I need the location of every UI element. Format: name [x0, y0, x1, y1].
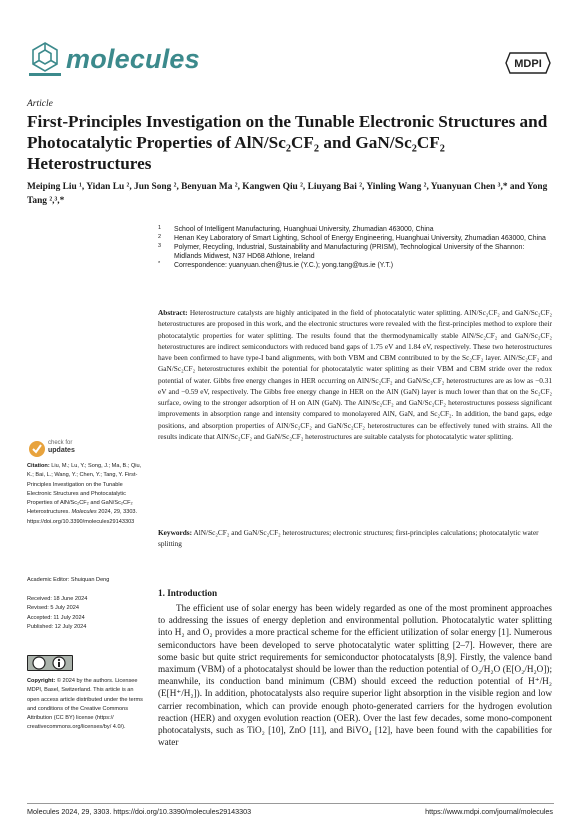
- check-for-updates-button[interactable]: [28, 438, 96, 462]
- date-revised: Revised: 5 July 2024: [27, 605, 79, 612]
- article-title: First-Principles Investigation on the Tunable Electronic Structures and Photocatalytic Properties of AlN/Sc₂CF₂ and GaN/Sc₂CF₂ Heterostructures: [27, 112, 548, 173]
- citation-block: [27, 462, 143, 527]
- academic-editor: Academic Editor: Shuiquan Deng: [27, 577, 110, 583]
- journal-name[interactable]: molecules: [66, 44, 200, 74]
- introduction-paragraph: The efficient use of solar energy has been widely regarded as one of the most prominent approaches to addressing the issues of energy depletion and environmental pollution. Photocatalytic water splitting into H₂ and O₂ provides a more practical scheme for the efficient utilization of solar energy [1]. Numerous semiconductors have been developed to serve photocatalytic water splitting [2–7]. However, there are some basic but quite strict requirements for semiconductor photocatalysts [8,9]. Firstly, the valence band maximum (VBM) of a photocatalyst should be lower than the reduction potential of O₂/H₂O (E[O₂/H₂O]); meanwhile, its conduction band minimum (CBM) should exceed the reduction potential of H⁺/H₂ (E[H⁺/H₂]). In addition, photocatalysts also require superior light absorption in the visible region and low carrier recombination, which can provide enough photo-generated carriers for the hydrogen evolution reaction (HER) and oxygen evolution reaction (OER). Over the last few decades, some mono-component photocatalysts, such as TiO₂ [10], ZnO [11], and BiVO₄ [12], have been found with the capabilities for water: [158, 603, 552, 748]
- copyright-text: © 2024 by the authors. Licensee MDPI, Basel, Switzerland. This article is an open access article distributed under the terms and conditions of the Creative Commons Attribution (CC BY) license (https:// creativecommons.org/licenses/by/ 4.0/).: [27, 678, 143, 731]
- cc-by-license-icon[interactable]: [27, 655, 73, 671]
- citation-year-volume: 2024, 29, 3303.: [98, 509, 138, 516]
- footer-divider: [27, 803, 554, 804]
- affiliation-number: 2: [158, 233, 162, 240]
- affiliation-number: 3: [158, 242, 162, 249]
- keywords-text: AlN/Sc₂CF₂ and GaN/Sc₂CF₂ heterostructures; electronic structures; first-principles calculations; photocatalytic water splitting: [158, 528, 539, 549]
- abstract: [158, 307, 552, 442]
- check-updates-line2: updates: [48, 447, 75, 454]
- date-accepted: Accepted: 11 July 2024: [27, 614, 85, 621]
- correspondence-text[interactable]: Correspondence: yuanyuan.chen@tus.ie (Y.C.); yong.tang@tus.ie (Y.T.): [174, 261, 394, 269]
- footer-journal-url[interactable]: https://www.mdpi.com/journal/molecules: [425, 807, 553, 816]
- affiliation-item: [158, 244, 553, 262]
- date-published: Published: 12 July 2024: [27, 623, 87, 630]
- check-updates-icon: [28, 438, 46, 460]
- journal-logo-icon: [27, 40, 63, 78]
- copyright-label: Copyright:: [27, 678, 56, 684]
- keywords-label: Keywords:: [158, 528, 193, 537]
- abstract-label: Abstract:: [158, 308, 188, 317]
- citation-doi-link[interactable]: https://doi.org/10.3390/molecules29143303: [27, 518, 135, 525]
- check-updates-line1: check for: [48, 440, 73, 446]
- citation-text: Liu, M.; Lu, Y.; Song, J.; Ma, B.; Qiu, K.; Bai, L.; Wang, Y.; Chen, Y.; Tang, Y. First-Principles Investigation on the Tunable Electronic Structures and Photocatalytic Properties of AlN/Sc₂CF₂ and GaN/Sc₂CF₂ Heterostructures.: [27, 463, 142, 516]
- affiliation-item: [158, 235, 553, 244]
- keywords: [158, 527, 552, 550]
- introduction-body: [158, 602, 552, 748]
- correspondence-item: [158, 262, 553, 271]
- mdpi-logo-icon[interactable]: [504, 49, 552, 77]
- mdpi-logo-text: MDPI: [514, 58, 542, 70]
- publication-dates: [27, 595, 143, 632]
- section-heading-introduction: 1. Introduction: [158, 588, 218, 598]
- author-list[interactable]: Meiping Liu ¹, Yidan Lu ², Jun Song ², Benyuan Ma ², Kangwen Qiu ², Liuyang Bai ², Yinling Wang ², Yuanyuan Chen ³,* and Yong Tang ²,³,*: [27, 182, 548, 206]
- copyright-notice: [27, 677, 143, 733]
- article-type: Article: [27, 99, 53, 109]
- affiliation-number: 1: [158, 225, 162, 231]
- affiliation-text: Henan Key Laboratory of Smart Lighting, School of Energy Engineering, Huanghuai University, Zhumadian 463000, China: [174, 234, 546, 242]
- affiliation-text: School of Intelligent Manufacturing, Huanghuai University, Zhumadian 463000, China: [174, 226, 434, 233]
- affiliation-text: Polymer, Recycling, Industrial, Sustainability and Manufacturing (PRISM), Technological University of the Shannon: Midlands Midwest, N37 HD68 Athlone, Ireland: [174, 243, 525, 260]
- abstract-text: Heterostructure catalysts are highly anticipated in the field of photocatalytic water splitting. AlN/Sc₂CF₂ and GaN/Sc₂CF₂ heterostructures are proposed in this work, and the electronic structures were revealed with the first-principles method to explore their photocatalytic properties for water splitting. The results found that the thermodynamically stable AlN/Sc₂CF₂ and GaN/Sc₂CF₂ heterostructures are indirect semiconductors with reduced band gaps of 1.75 eV and 1.84 eV, respectively. These two heterostructures have been confirmed to have type-I band alignments, with both VBM and CBM contributed to by the Sc₂CF₂ layer. AlN/Sc₂CF₂ and GaN/Sc₂CF₂ heterostructures exhibit the potential for photocatalytic water splitting as their VBM and CBM stride over the redox potential of water. Gibbs free energy changes in HER occurring on AlN/Sc₂CF₂ and GaN/Sc₂CF₂ heterostructures are as low as −0.31 eV and −0.59 eV, respectively. The Gibbs free energy change in HER on the AlN (GaN) layer is much lower than that on the Sc₂CF₂ surface, owing to the stronger adsorption of H on AlN (GaN). The AlN/Sc₂CF₂ and GaN/Sc₂CF₂ heterostructures possess significant improvements in absorption range and intensity compared to monolayered AlN, GaN, and Sc₂CF₂. In addition, the band gaps, edge positions, and absorption properties of AlN/Sc₂CF₂ and GaN/Sc₂CF₂ heterostructures can be effectively tuned with strains. All the results indicate that AlN/Sc₂CF₂ and GaN/Sc₂CF₂ heterostructures are suitable catalysts for photocatalytic water splitting.: [158, 308, 552, 441]
- citation-label: Citation:: [27, 463, 50, 469]
- citation-journal: Molecules: [71, 509, 97, 516]
- affiliations: [158, 226, 553, 271]
- date-received: Received: 18 June 2024: [27, 596, 88, 602]
- affiliation-item: [158, 226, 553, 235]
- footer-citation[interactable]: Molecules 2024, 29, 3303. https://doi.org/10.3390/molecules29143303: [27, 807, 252, 816]
- correspondence-marker: *: [158, 260, 161, 267]
